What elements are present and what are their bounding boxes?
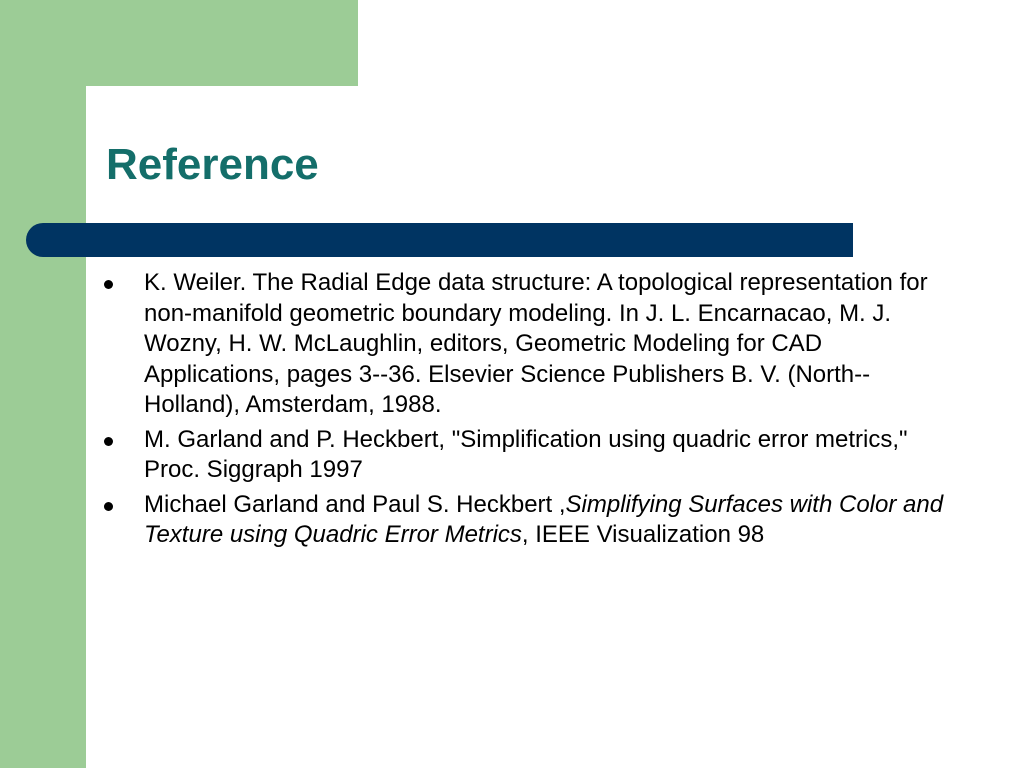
title-underline-bar [26,223,853,257]
reference-venue: , IEEE Visualization 98 [521,521,765,548]
reference-item-garland-98 [104,490,954,551]
bullet-icon [104,502,113,511]
reference-item-weiler [104,268,954,421]
reference-text: M. Garland and P. Heckbert, "Simplification using quadric error metrics," Proc. Siggraph 1997 [144,425,908,483]
reference-list [104,268,954,555]
decorative-green-sidebar [0,0,86,768]
bullet-icon [104,280,113,289]
slide-title: Reference [106,140,319,189]
decorative-green-top-block [0,0,358,86]
reference-authors: Michael Garland and Paul S. Heckbert , [144,490,566,518]
reference-text: K. Weiler. The Radial Edge data structure: A topological representation for non-manifold geometric boundary modeling. In J. L. Encarnacao, M. J. Wozny, H. W. McLaughlin, editors, Geometric Modeling for CAD Applications, pages 3--36. Elsevier Science Publishers B. V. (North--Holland), Amsterdam, 1988. [144,269,928,418]
reference-item-garland-1997 [104,425,954,486]
bullet-icon [104,437,113,446]
reference-paper-title: Simplifying Surfaces with Color and Texture using Quadric Error Metrics [144,490,944,548]
